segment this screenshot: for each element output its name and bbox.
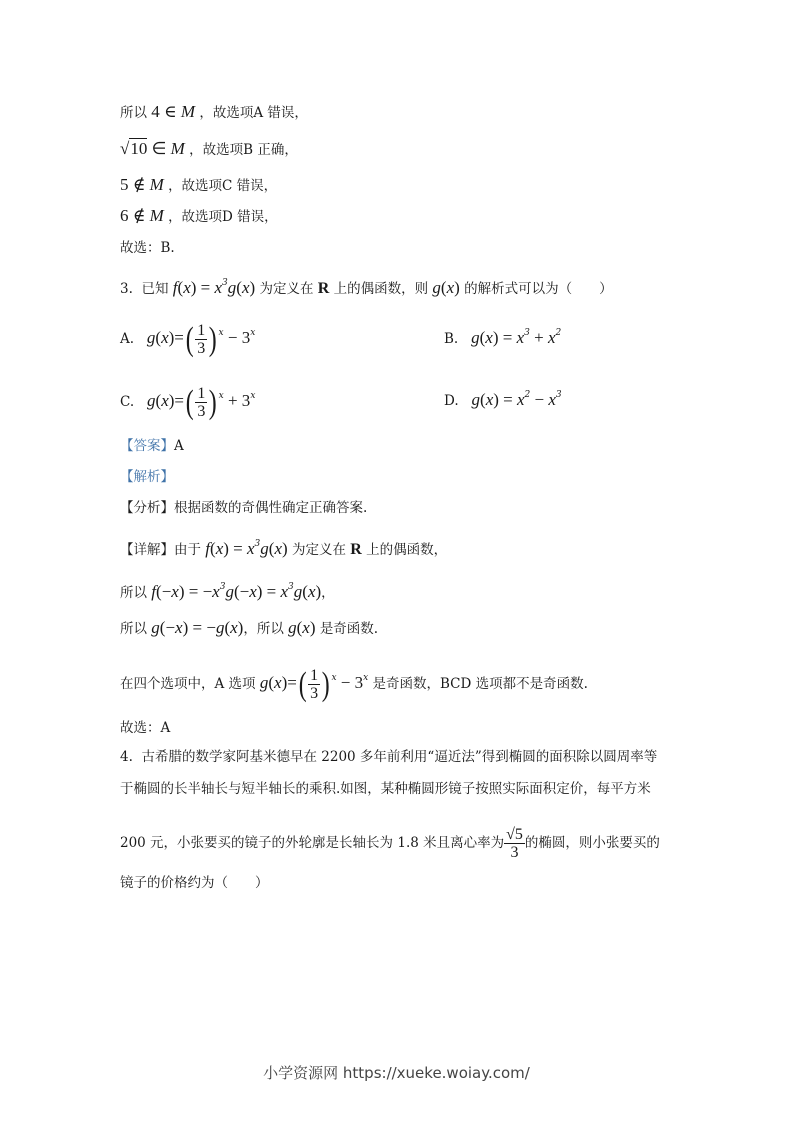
solution-line-5-notin-M (120, 175, 277, 196)
footer-watermark: 小学资源网 https://xueke.woiay.com/ (263, 1064, 530, 1082)
math-4-in-M: 4 ∈ M (151, 102, 196, 121)
text: 已知 (141, 281, 169, 297)
option-label: C. (120, 394, 135, 410)
text: 上的偶函数，则 (333, 281, 429, 297)
solution-line-4-in-M (120, 102, 308, 123)
text: ，故选项B 正确， (189, 142, 298, 158)
text: 的解析式可以为（ ） (464, 281, 613, 297)
option-A: A. g(x)=( $\frac{1}{3}$ ) $^x - 3^x$ (120, 320, 256, 358)
text: 根据函数的奇偶性确定正确答案. (174, 500, 368, 516)
text: ，所以 (243, 621, 284, 637)
option-label: B. (444, 331, 459, 347)
analysis-heading (120, 467, 174, 487)
xiangjie-tag: 【详解】 (120, 542, 174, 558)
xiangjie-line: 【详解】由于 $f(x) = x^3g(x)$ 为定义在 R 上的偶函数， (120, 539, 448, 558)
eccentricity-fraction: $\frac{√5}{3}$ (506, 826, 523, 861)
option-D: D. $g(x) = x^2 - x^3$ (444, 390, 562, 409)
question-4-line-4: 镜子的价格约为（ ） (120, 875, 269, 891)
text: 为定义在 (259, 281, 314, 297)
real-numbers-R: R (317, 280, 330, 297)
text: ，故选项D 错误， (168, 209, 278, 225)
text: 由于 (174, 542, 201, 558)
solution-line-sqrt10-in-M (120, 139, 298, 160)
option-B: B. $g(x) = x^3 + x^2$ (444, 328, 562, 347)
answer-value: A (174, 438, 184, 454)
text: 为定义在 (291, 542, 346, 558)
question-4-line-1 (120, 747, 657, 767)
text: 是奇函数. (319, 621, 379, 637)
question-3-stem: 3. 已知 $f(x) = x^3g(x)$ 为定义在 R 上的偶函数，则 g(x) 的解析式可以为（ ） (120, 278, 613, 297)
step2-line: 所以 $f(-x) = -x^3g(-x) = x^3g(x)$， (120, 582, 335, 601)
solution-conclusion-B: 故选：B. (120, 240, 175, 256)
text: ，故选项C 错误， (168, 178, 278, 194)
text: 所以 (120, 585, 147, 601)
text: 所以 (120, 621, 147, 637)
q3-conclusion: 故选：A (120, 720, 171, 736)
option-C: C. g(x)=( $\frac{1}{3}$ ) $^x + 3^x$ (120, 383, 256, 421)
text: 所以 (120, 105, 147, 121)
text: ， (321, 585, 335, 601)
answer-tag: 【答案】 (120, 438, 174, 454)
option-label: A. (120, 331, 135, 347)
math-f-def: f (172, 278, 178, 297)
math-6-notin-M: 6 ∉ M (120, 206, 164, 225)
text: 200 元，小张要买的镜子的外轮廓是长轴长为 1.8 米且离心率为 (120, 835, 505, 851)
text: 在四个选项中，A 选项 (120, 676, 256, 692)
text: 上的偶函数， (366, 542, 448, 558)
step3-line: 所以 g(−x) = −g(x)，所以 g(x) 是奇函数. (120, 618, 379, 637)
text: 是奇函数，BCD 选项都不是奇函数. (372, 676, 588, 692)
step4-line: 在四个选项中，A 选项 g(x)=( $\frac{1}{3}$ ) $^x - 3^x$ 是奇函数，BCD 选项都不是奇函数. (120, 665, 588, 703)
question-4-line-3 (120, 826, 660, 861)
question-number: 3. (120, 281, 133, 297)
fenxi-tag: 【分析】 (120, 500, 174, 516)
math-5-notin-M: 5 ∉ M (120, 175, 164, 194)
math-sqrt10-in-M: √10 ∈ M (120, 139, 185, 158)
question-number: 4. (120, 749, 133, 765)
text: 的椭圆，则小张要买的 (524, 835, 660, 851)
fenxi-line (120, 498, 367, 518)
question-4-line-2: 于椭圆的长半轴长与短半轴长的乘积.如图，某种椭圆形镜子按照实际面积定价，每平方米 (120, 781, 651, 797)
answer-line (120, 436, 184, 456)
solution-line-6-notin-M (120, 206, 278, 227)
analysis-tag: 【解析】 (120, 469, 174, 485)
option-label: D. (444, 393, 459, 409)
text: ，故选项A 错误， (199, 105, 308, 121)
text: 古希腊的数学家阿基米德早在 2200 多年前利用“逼近法”得到椭圆的面积除以圆周率等 (141, 749, 658, 765)
